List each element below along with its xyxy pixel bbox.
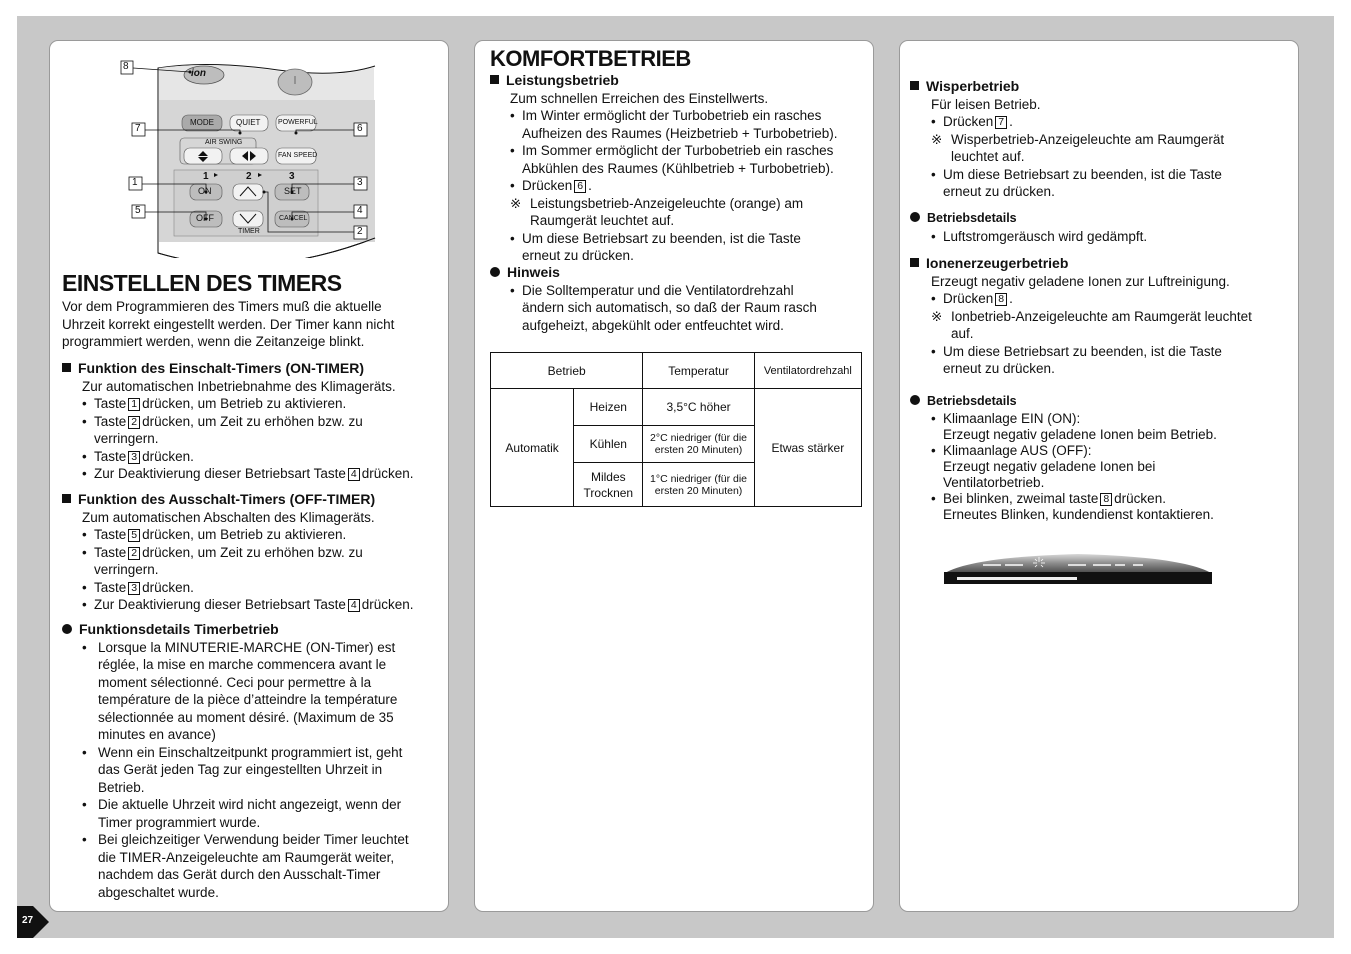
table-cell: 3,5°C höher (643, 389, 754, 426)
powerful-button[interactable]: POWERFUL (278, 119, 318, 126)
comfort-title: KOMFORTBETRIEB (490, 46, 691, 71)
list-item: • Zur Deaktivierung dieser Betriebsart Taste 4 drücken. (82, 596, 442, 614)
ion-desc: Erzeugt negativ geladene Ionen zur Luftreinigung. (931, 273, 1230, 289)
key-ref: 2 (128, 416, 140, 429)
list-item: • Taste 1 drücken, um Betrieb zu aktivieren. (82, 395, 442, 413)
quiet-section (910, 78, 1290, 201)
list-item: • Zur Deaktivierung dieser Betriebsart Taste 4 drücken. (82, 465, 442, 483)
list-item: • Drücken 7 . (931, 113, 1290, 131)
fan-speed-button[interactable]: FAN SPEED (278, 152, 318, 159)
table-cell: 2°C niedriger (für die ersten 20 Minuten) (643, 426, 754, 463)
quiet-heading: Wisperbetrieb (910, 78, 1290, 96)
list-item: • Lorsque la MINUTERIE-MARCHE (ON-Timer) est réglée, la mise en marche commencera avant le moment sélectionné. Ceci pour permettre à la température de la pièce d’atteindre la température sélectionnée au moment désiré. (Maximum de 35 minutes en avance) (82, 639, 442, 744)
list-item: • Um diese Betriebsart zu beenden, ist die Taste erneut zu drücken. (931, 166, 1290, 201)
off-timer-heading: Funktion des Ausschalt-Timers (OFF-TIMER) (62, 491, 442, 509)
off-button[interactable]: OFF (196, 213, 214, 223)
table-cell: Automatik (491, 389, 574, 507)
list-item: • Bei gleichzeitiger Verwendung beider Timer leuchtet die TIMER-Anzeigeleuchte am Raumgerät weiter, nachdem das Gerät durch den Ausschalt-Timer abgeschaltet wurde. (82, 831, 442, 901)
key-ref: 4 (348, 599, 360, 612)
step-1-label: 1 (203, 171, 209, 182)
on-timer-desc: Zur automatischen Inbetriebnahme des Klimageräts. (82, 378, 396, 394)
cancel-button[interactable]: CANCEL (279, 215, 308, 222)
list-item: • Taste 2 drücken, um Zeit zu erhöhen bzw. zu verringern. (82, 544, 442, 579)
page-number-tab (17, 906, 49, 938)
list-item: • Wenn ein Einschaltzeitpunkt programmiert ist, geht das Gerät jeden Tag zur eingestellten Uhrzeit in Betrieb. (82, 744, 442, 797)
power-heading: Leistungsbetrieb (490, 72, 868, 90)
set-button[interactable]: SET (284, 186, 302, 196)
callout-5: 5 (135, 205, 141, 216)
callout-8: 8 (123, 61, 129, 72)
mode-button[interactable]: MODE (190, 118, 214, 127)
callout-4: 4 (357, 205, 363, 216)
table-cell: Mildes Trocknen (574, 463, 643, 507)
ion-details-heading: Betriebsdetails (910, 393, 1290, 411)
list-item: • Drücken 6 . (510, 177, 868, 195)
intro-line: Uhrzeit korrekt eingestellt werden. Der Timer kann nicht (62, 316, 395, 332)
hint-section (490, 264, 868, 334)
quiet-desc: Für leisen Betrieb. (931, 96, 1041, 112)
list-item: • Im Sommer ermöglicht der Turbobetrieb ein rasches Abkühlen des Raumes (Kühlbetrieb + Turbobetrieb). (510, 142, 868, 177)
key-ref: 3 (128, 582, 140, 595)
off-timer-desc: Zum automatischen Abschalten des Klimageräts. (82, 509, 375, 525)
on-timer-heading: Funktion des Einschalt-Timers (ON-TIMER) (62, 360, 442, 378)
square-bullet-icon (62, 494, 71, 503)
table-header: Temperatur (643, 353, 754, 389)
on-timer-section (62, 360, 442, 483)
callout-2: 2 (357, 226, 363, 237)
hint-heading: Hinweis (490, 264, 868, 282)
off-timer-section (62, 491, 442, 614)
list-item: • Um diese Betriebsart zu beenden, ist die Taste erneut zu drücken. (931, 343, 1290, 378)
table-cell: Heizen (574, 389, 643, 426)
note-item: ※ Leistungsbetrieb-Anzeigeleuchte (orange) am Raumgerät leuchtet auf. (510, 195, 868, 230)
square-bullet-icon (62, 363, 71, 372)
key-ref: 3 (128, 451, 140, 464)
list-item: • Im Winter ermöglicht der Turbobetrieb ein rasches Aufheizen des Raumes (Heizbetrieb + Turbobetrieb). (510, 107, 868, 142)
list-item: • Die aktuelle Uhrzeit wird nicht angezeigt, wenn der Timer programmiert wurde. (82, 796, 442, 831)
circle-bullet-icon (910, 395, 920, 405)
timers-title: EINSTELLEN DES TIMERS (62, 270, 342, 296)
table-cell: Etwas stärker (754, 389, 861, 507)
ion-heading: Ionenerzeugerbetrieb (910, 255, 1290, 273)
on-button[interactable]: ON (198, 186, 212, 196)
circle-bullet-icon (490, 267, 500, 277)
list-item: • Taste 2 drücken, um Zeit zu erhöhen bzw. zu verringern. (82, 413, 442, 448)
callout-7: 7 (135, 123, 141, 134)
list-item: • Die Solltemperatur und die Ventilatordrehzahl ändern sich automatisch, so daß der Raum rasch aufgeheizt, abgekühlt oder entfeuchtet wird. (510, 282, 868, 335)
ion-section (910, 255, 1290, 378)
step-3-label: 3 (289, 171, 295, 182)
list-item: • Bei blinken, zweimal taste 8 drücken. Erneutes Blinken, kundendienst kontaktieren. (931, 491, 1290, 523)
key-ref: 7 (995, 116, 1007, 129)
list-item: • Luftstromgeräusch wird gedämpft. (931, 228, 1290, 246)
intro-line: Vor dem Programmieren des Timers muß die aktuelle (62, 299, 382, 314)
circle-bullet-icon (910, 212, 920, 222)
list-item: • Taste 3 drücken. (82, 448, 442, 466)
timer-details-section (62, 621, 442, 901)
intro-line: programmiert werden, wenn die Zeitanzeige blinkt. (62, 334, 365, 349)
step-2-label: 2 (246, 171, 252, 182)
key-ref: 8 (995, 293, 1007, 306)
timer-details-heading: Funktionsdetails Timerbetrieb (62, 621, 442, 639)
page-number: 27 (22, 915, 34, 926)
list-item: • Drücken 8 . (931, 290, 1290, 308)
square-bullet-icon (910, 258, 919, 267)
key-ref: 1 (128, 398, 140, 411)
key-ref: 2 (128, 547, 140, 560)
quiet-button[interactable]: QUIET (236, 118, 261, 127)
note-item: ※ Wisperbetrieb-Anzeigeleuchte am Raumgerät leuchtet auf. (931, 131, 1290, 166)
callout-6: 6 (357, 123, 363, 134)
indoor-unit-display-icon (943, 551, 1213, 587)
table-cell: 1°C niedriger (für die ersten 20 Minuten) (643, 463, 754, 507)
timers-intro (62, 298, 442, 351)
square-bullet-icon (910, 81, 919, 90)
quiet-details-section (910, 210, 1290, 245)
circle-bullet-icon (62, 624, 72, 634)
list-item: • Taste 5 drücken, um Betrieb zu aktivieren. (82, 526, 442, 544)
quiet-details-heading: Betriebsdetails (910, 210, 1290, 228)
air-swing-label: AIR SWING (205, 139, 243, 146)
key-ref: 6 (574, 180, 586, 193)
list-item: • Klimaanlage EIN (ON): Erzeugt negativ geladene Ionen beim Betrieb. (931, 411, 1290, 443)
callout-3: 3 (357, 177, 363, 188)
ion-details-section (910, 393, 1290, 523)
table-cell: Kühlen (574, 426, 643, 463)
power-desc: Zum schnellen Erreichen des Einstellwerts. (510, 90, 769, 106)
table-header: Ventilatordrehzahl (754, 353, 861, 389)
key-ref: 5 (128, 529, 140, 542)
square-bullet-icon (490, 75, 499, 84)
list-item: • Klimaanlage AUS (OFF): Erzeugt negativ geladene Ionen bei Ventilatorbetrieb. (931, 443, 1290, 491)
list-item: • Taste 3 drücken. (82, 579, 442, 597)
table-header: Betrieb (491, 353, 643, 389)
callout-1: 1 (132, 177, 138, 188)
note-item: ※ Ionbetrieb-Anzeigeleuchte am Raumgerät leuchtet auf. (931, 308, 1290, 343)
key-ref: 8 (1100, 493, 1112, 506)
power-section (490, 72, 868, 265)
ion-button[interactable]: ion (191, 68, 206, 79)
key-ref: 4 (348, 468, 360, 481)
list-item: • Um diese Betriebsart zu beenden, ist die Taste erneut zu drücken. (510, 230, 868, 265)
timer-label: TIMER (238, 228, 260, 235)
operation-table (490, 352, 862, 507)
